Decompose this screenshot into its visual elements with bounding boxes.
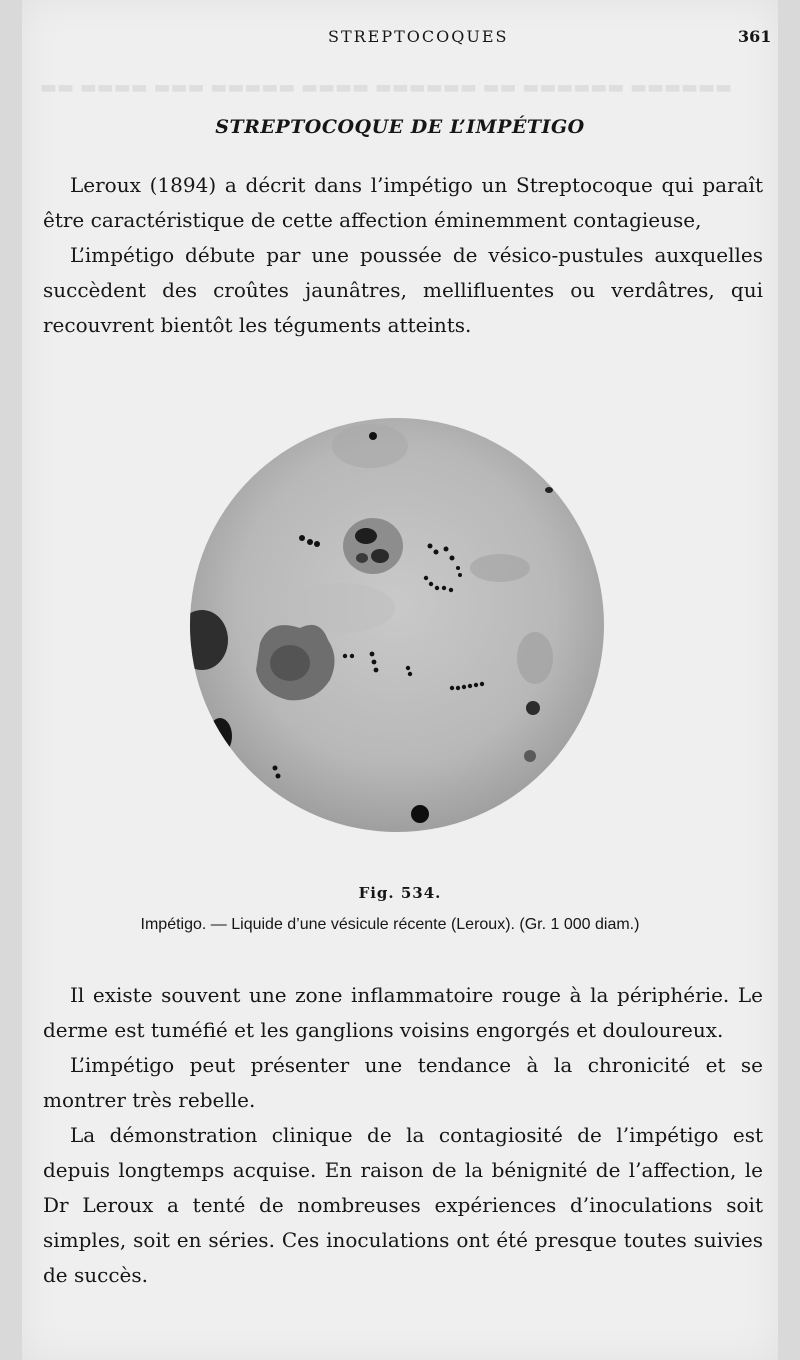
page-number: 361 bbox=[738, 27, 772, 46]
figure-caption: Impétigo. — Liquide d’une vésicule récente (Leroux). (Gr. 1 000 diam.) bbox=[140, 916, 640, 933]
body-text bbox=[43, 978, 763, 1293]
section-title: STREPTOCOQUE DE L’IMPÉTIGO bbox=[215, 116, 585, 138]
paragraph: L’impétigo peut présenter une tendance à la chronicité et se montrer très rebelle. bbox=[43, 1053, 763, 1112]
figure-label: Fig. 534. bbox=[358, 884, 442, 902]
micrograph-image bbox=[190, 418, 604, 832]
paragraph: La démonstration clinique de la contagiosité de l’impétigo est depuis longtemps acquise. En raison de la bénignité de l’affection, le Dr Leroux a tenté de nombreuses expériences d’inoculations soit simples, soit en séries. Ces inoculations ont été presque toutes suivies de succès. bbox=[43, 1123, 763, 1287]
intro-text bbox=[43, 168, 763, 343]
running-title: STREPTOCOQUES bbox=[328, 27, 509, 46]
paragraph: Leroux (1894) a décrit dans l’impétigo un Streptocoque qui paraît être caractéristique de cette affection éminemment contagieuse, bbox=[43, 173, 763, 232]
micrograph-figure bbox=[190, 418, 604, 832]
show-through-texture: ▬▬ ▬▬▬▬ ▬▬▬ ▬▬▬▬▬ ▬▬▬▬ ▬▬▬▬▬▬ ▬▬ ▬▬▬▬▬▬ ▬▬▬▬▬▬ bbox=[40, 77, 733, 98]
paragraph: Il existe souvent une zone inflammatoire rouge à la périphérie. Le derme est tuméfié et les ganglions voisins engorgés et douloureux. bbox=[43, 983, 763, 1042]
paragraph: L’impétigo débute par une poussée de vésico-pustules auxquelles succèdent des croûtes jaunâtres, mellifluentes ou verdâtres, qui recouvrent bientôt les téguments atteints. bbox=[43, 243, 763, 337]
